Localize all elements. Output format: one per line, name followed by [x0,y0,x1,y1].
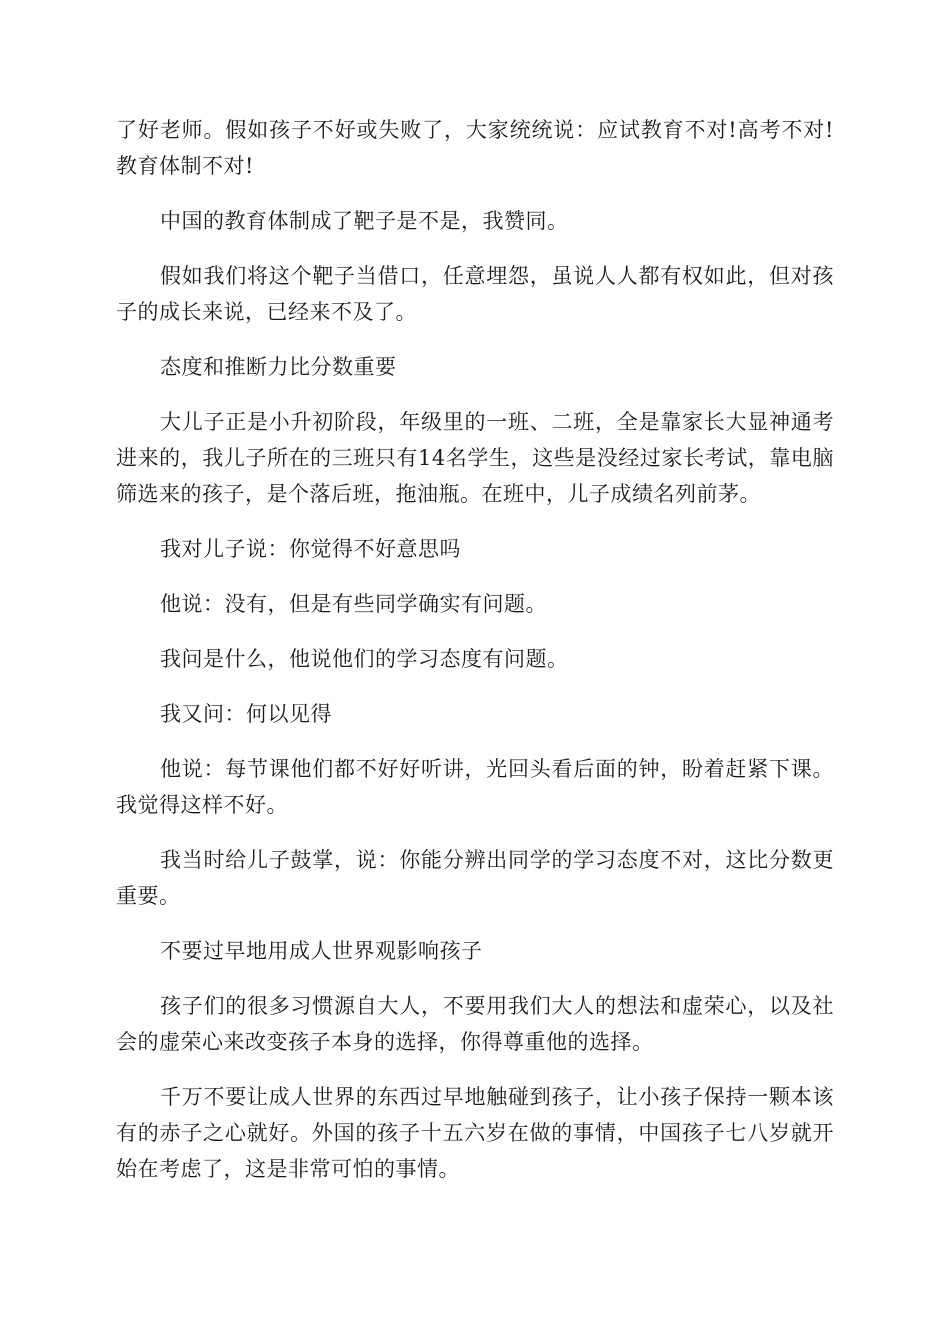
paragraph: 假如我们将这个靶子当借口，任意埋怨，虽说人人都有权如此，但对孩子的成长来说，已经来不及了。 [116,264,834,324]
paragraph: 中国的教育体制成了靶子是不是，我赞同。 [160,209,569,233]
paragraph: 我对儿子说：你觉得不好意思吗 [160,537,461,561]
paragraph: 我又问：何以见得 [160,702,332,726]
paragraph: 大儿子正是小升初阶段，年级里的一班、二班，全是靠家长大显神通考进来的，我儿子所在的三班只有14名学生，这些是没经过家长考试，靠电脑筛选来的孩子，是个落后班，拖油瓶。在班中，儿子成绩名列前茅。 [116,410,834,506]
paragraph: 他说：每节课他们都不好好听讲，光回头看后面的钟，盼着赶紧下课。我觉得这样不好。 [116,757,834,817]
paragraph-continued: 了好老师。假如孩子不好或失败了，大家统统说：应试教育不对!高考不对!教育体制不对! [116,118,834,178]
paragraph: 我当时给儿子鼓掌，说：你能分辨出同学的学习态度不对，这比分数更重要。 [116,848,834,908]
section-heading: 态度和推断力比分数重要 [160,355,397,379]
paragraph: 孩子们的很多习惯源自大人，不要用我们大人的想法和虚荣心，以及社会的虚荣心来改变孩子本身的选择，你得尊重他的选择。 [116,994,834,1054]
paragraph: 我问是什么，他说他们的学习态度有问题。 [160,647,569,671]
paragraph: 千万不要让成人世界的东西过早地触碰到孩子，让小孩子保持一颗本该有的赤子之心就好。外国的孩子十五六岁在做的事情，中国孩子七八岁就开始在考虑了，这是非常可怕的事情。 [116,1085,834,1181]
paragraph: 他说：没有，但是有些同学确实有问题。 [160,592,547,616]
document-body [116,112,834,1206]
section-heading: 不要过早地用成人世界观影响孩子 [160,939,483,963]
